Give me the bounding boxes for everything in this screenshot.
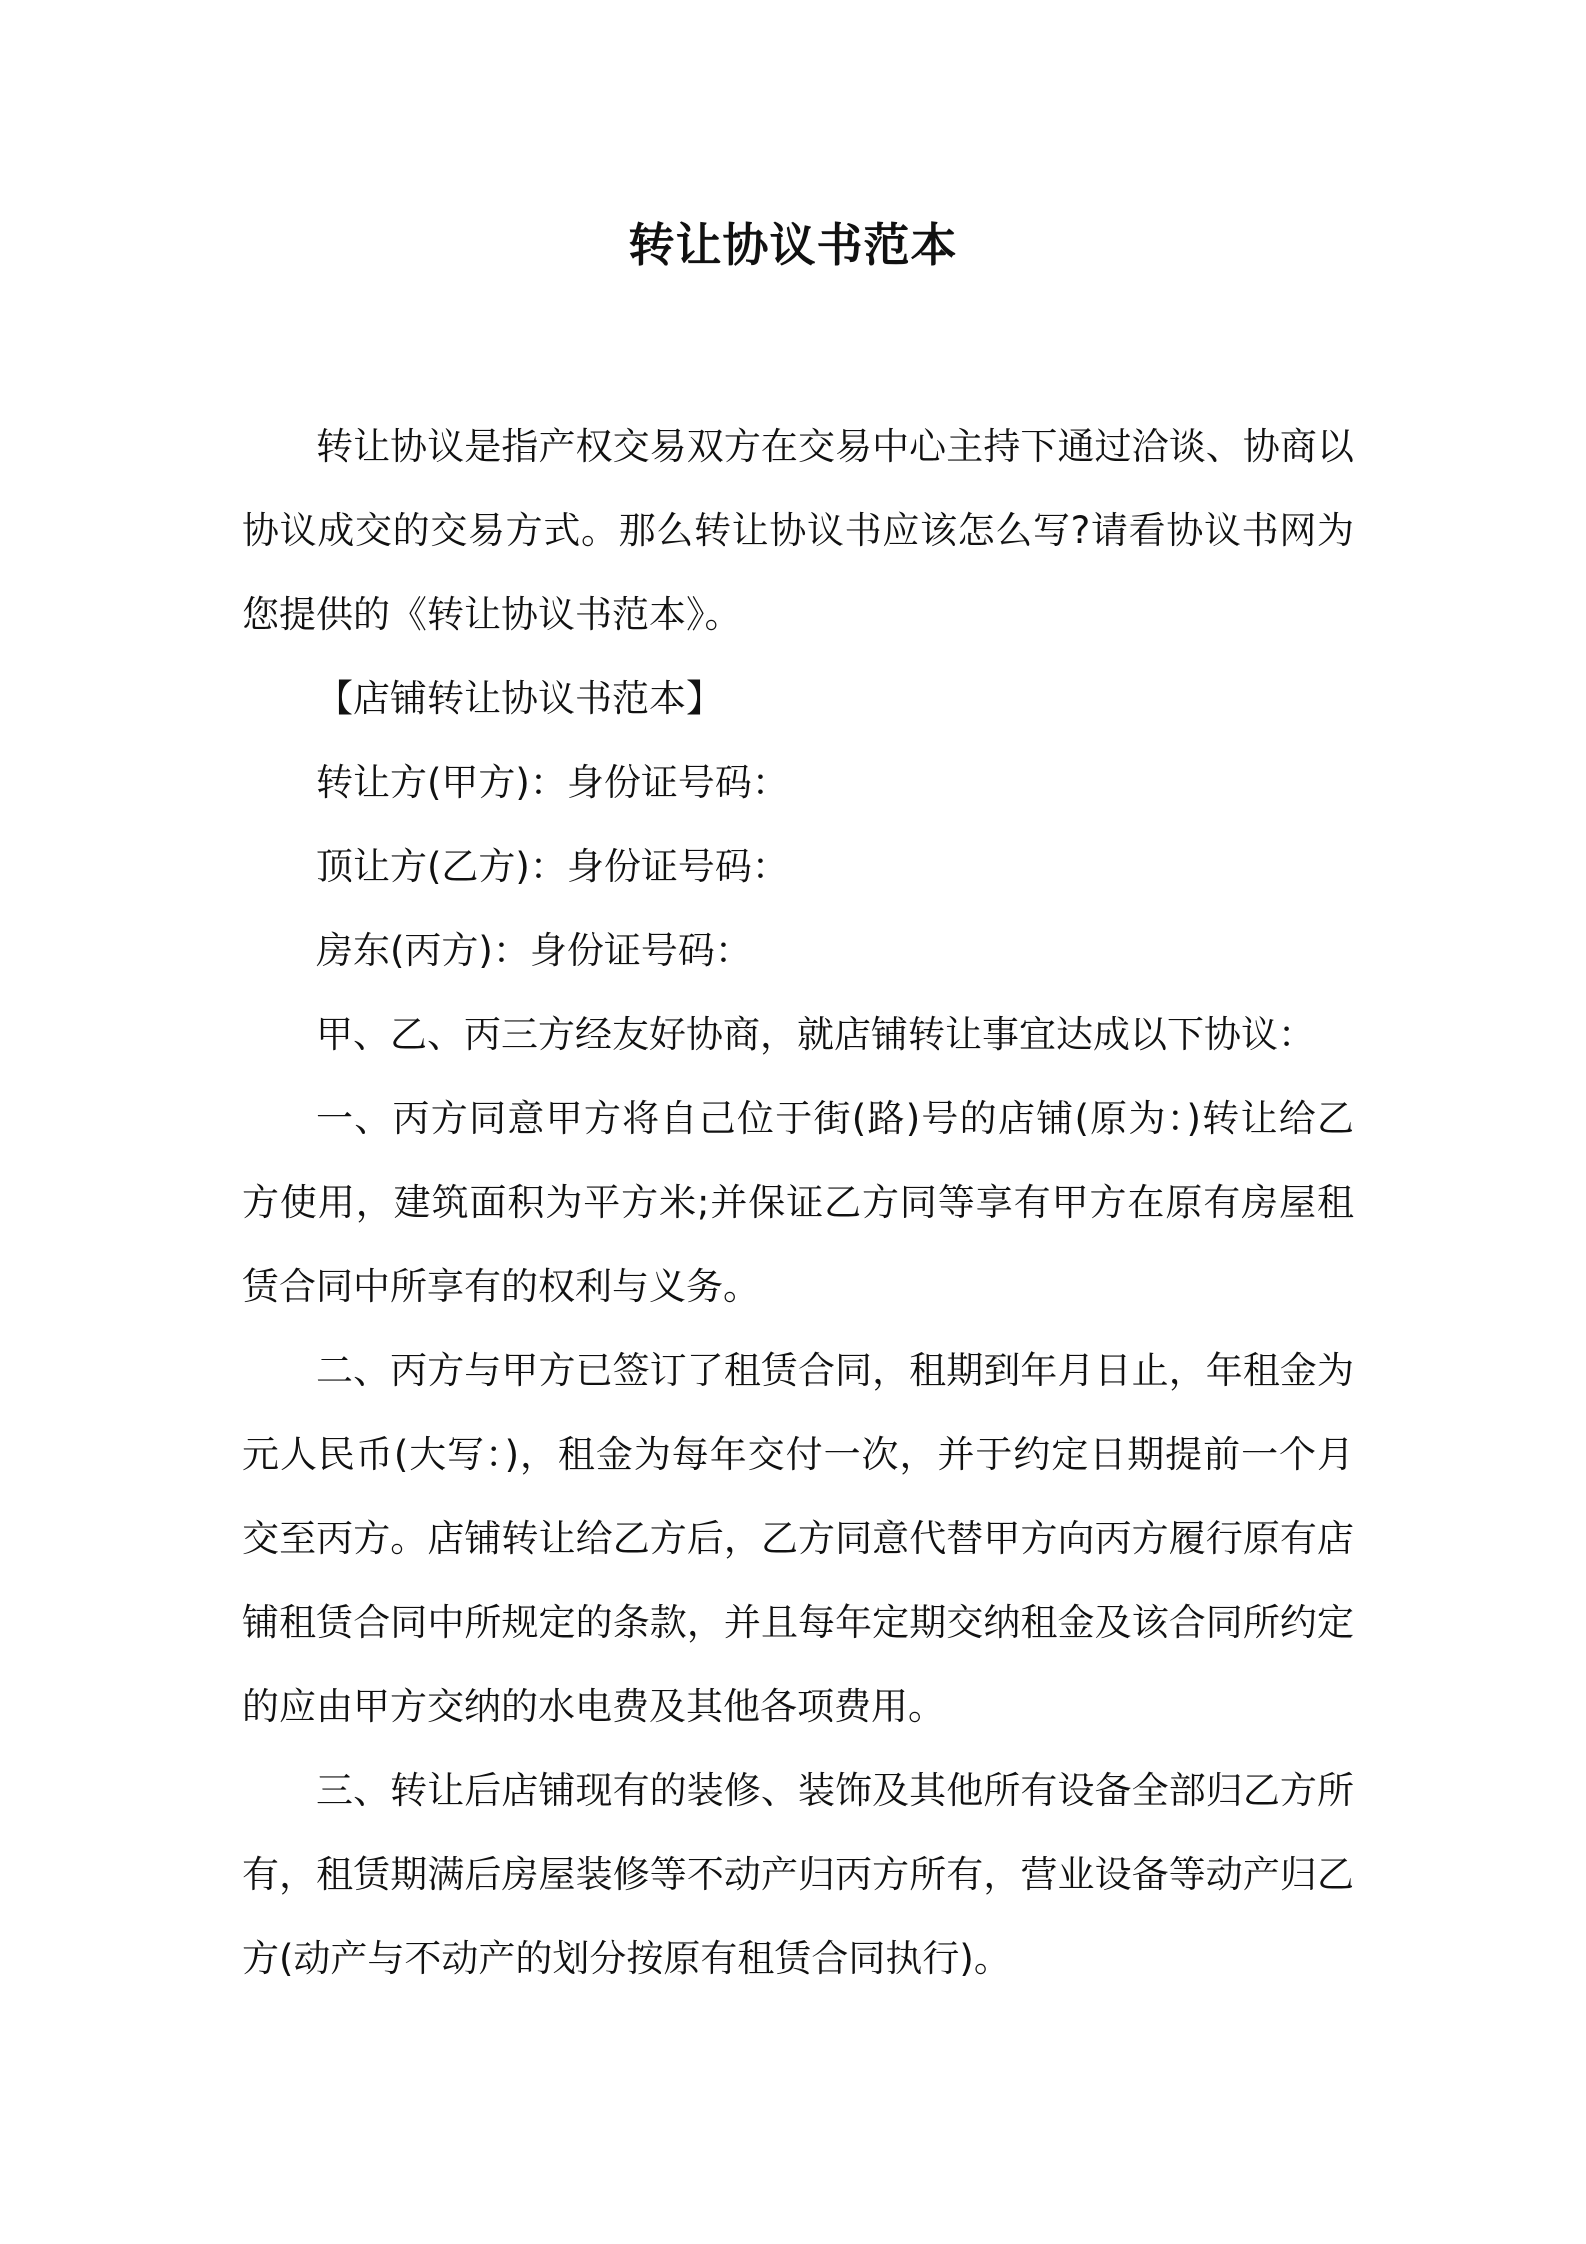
party-c-line: 房东(丙方)：身份证号码：	[316, 929, 752, 972]
clause-3: 三、转让后店铺现有的装修、装饰及其他所有设备全部归乙方所有，租赁期满后房屋装修等不动产归丙方所有，营业设备等动产归乙方(动产与不动产的划分按原有租赁合同执行)。	[242, 1769, 1354, 1980]
clause-1: 一、丙方同意甲方将自己位于街(路)号的店铺(原为：)转让给乙方使用，建筑面积为平方米;并保证乙方同等享有甲方在原有房屋租赁合同中所享有的权利与义务。	[242, 1097, 1354, 1308]
intro-paragraph: 转让协议是指产权交易双方在交易中心主持下通过洽谈、协商以协议成交的交易方式。那么转让协议书应该怎么写?请看协议书网为您提供的《转让协议书范本》。	[242, 425, 1354, 636]
section-heading: 【店铺转让协议书范本】	[316, 677, 723, 720]
agreement-preamble: 甲、乙、丙三方经友好协商，就店铺转让事宜达成以下协议：	[316, 1013, 1315, 1056]
document-title: 转让协议书范本	[628, 218, 958, 272]
party-a-line: 转让方(甲方)：身份证号码：	[316, 761, 789, 804]
document-body	[242, 405, 1354, 2001]
clause-2: 二、丙方与甲方已签订了租赁合同，租期到年月日止，年租金为元人民币(大写：)，租金为每年交付一次，并于约定日期提前一个月交至丙方。店铺转让给乙方后，乙方同意代替甲方向丙方履行原有店铺租赁合同中所规定的条款，并且每年定期交纳租金及该合同所约定的应由甲方交纳的水电费及其他各项费用。	[242, 1349, 1354, 1728]
party-b-line: 顶让方(乙方)：身份证号码：	[316, 845, 789, 888]
